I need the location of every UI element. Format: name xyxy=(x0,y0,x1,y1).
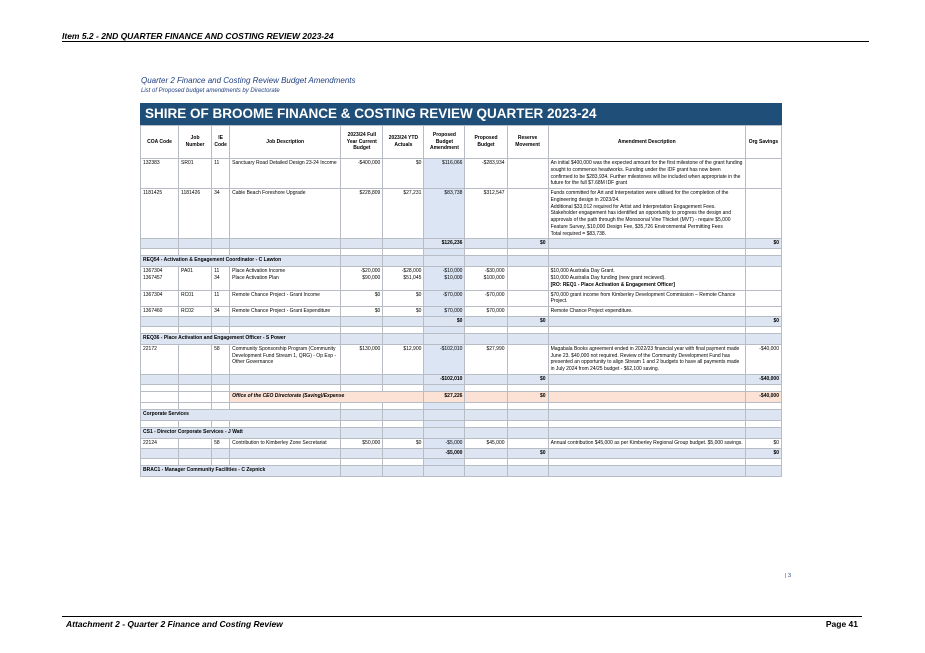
cell-ytd: $27,231 xyxy=(383,189,424,239)
cell-ie: 58 xyxy=(212,344,230,374)
section-title: Quarter 2 Finance and Costing Review Budget Amendments xyxy=(141,76,356,85)
subtotal-reserve: $0 xyxy=(507,316,548,326)
table-row xyxy=(141,307,782,317)
col-amendment-description: Amendment Description xyxy=(548,126,745,159)
cell-ie: 11 xyxy=(212,159,230,189)
document-header: Item 5.2 - 2ND QUARTER FINANCE AND COSTING REVIEW 2023-24 xyxy=(62,31,334,41)
cell-fy: -$20,000 $90,000 xyxy=(341,267,383,290)
cell-job: PA01 xyxy=(179,267,212,290)
section-label: REQ54 - Activation & Engagement Coordinator - C Lawton xyxy=(141,256,341,267)
footer-divider xyxy=(62,616,862,617)
cell-coa: 22172 xyxy=(141,344,179,374)
cell-ytd: $0 xyxy=(383,438,424,448)
cell-reserve xyxy=(507,159,548,189)
subtotal-org: $0 xyxy=(745,448,781,458)
cell-amend-desc: An initial $400,000 was the expected amount for the first milestone of the grant funding sought to commence headworks. Funding under the IDF grant has now been confirmed to be $283,934. Further milestones will be included when appropriate in the future for the full $7.68M IDF grant xyxy=(548,159,745,189)
cell-coa: 132383 xyxy=(141,159,179,189)
cell-proposed: $312,547 xyxy=(465,189,507,239)
cell-desc: Sanctuary Road Detailed Design 23-24 Income xyxy=(230,159,341,189)
subtotal-reserve: $0 xyxy=(507,374,548,384)
section-row xyxy=(141,409,782,420)
cell-proposed: $45,000 xyxy=(465,438,507,448)
footer-page-number: Page 41 xyxy=(825,619,858,629)
cell-reserve xyxy=(507,189,548,239)
cell-amend: -$5,000 xyxy=(424,438,465,448)
cell-amend-desc: Funds committed for Art and Interpretation were utilised for the completion of the Engineering design in 2023/24. Additional $33,012 required for Artist and Interpretation Engagement Fees. Stakeholder engagement has identified an opportunity to progress the design and approvals of the path through the Monsoonal Vine Thicket (MVT) - require $5,000 Feature Survey, $10,000 Design Fee, $35,726 Environmental Permitting Fees Total required = $83,738. xyxy=(548,189,745,239)
cell-amend-desc: Magabala Books agreement ended in 2022/23 financial year with final payment made June 23. $40,000 not required. Review of the Community Development Fund has presented an opportunity to align Stream 1 and 2 budgets to have all payments made in July 2024 from 24/25 budget - $62,100 saving. xyxy=(548,344,745,374)
cell-ytd: $12,900 xyxy=(383,344,424,374)
cell-org xyxy=(745,189,781,239)
directorate-total-amend: $27,226 xyxy=(424,391,465,402)
subtotal-amend: -$5,000 xyxy=(424,448,465,458)
section-label: REQ36 - Place Activation and Engagement Officer - S Power xyxy=(141,333,341,344)
col-ie-code: IE Code xyxy=(212,126,230,159)
cell-amend: $83,738 xyxy=(424,189,465,239)
amend-desc-ref: [RO: REQ1 - Place Activation & Engagement Officer] xyxy=(550,281,675,288)
cell-ytd: $0 xyxy=(383,307,424,317)
table-row xyxy=(141,189,782,239)
cell-desc: Remote Chance Project - Grant Expenditure xyxy=(230,307,341,317)
cell-coa: 1181425 xyxy=(141,189,179,239)
cell-coa: 22124 xyxy=(141,438,179,448)
section-label: CS1 - Director Corporate Services - J Watt xyxy=(141,427,341,438)
amend-desc-text: $10,000 Australia Day Grant. $10,000 Australia Day funding (new grant recieved). xyxy=(550,268,666,281)
cell-proposed: -$283,934 xyxy=(465,159,507,189)
cell-fy: $0 xyxy=(341,307,383,317)
cell-fy: $130,000 xyxy=(341,344,383,374)
footer-attachment-label: Attachment 2 - Quarter 2 Finance and Costing Review xyxy=(66,619,283,629)
subtotal-amend: $0 xyxy=(424,316,465,326)
section-row xyxy=(141,427,782,438)
cell-fy: -$400,000 xyxy=(341,159,383,189)
cell-job: 1181426 xyxy=(179,189,212,239)
subtotal-row xyxy=(141,239,782,249)
cell-desc: Cable Beach Foreshore Upgrade xyxy=(230,189,341,239)
table-header-row xyxy=(141,126,782,159)
subtotal-amend: $126,236 xyxy=(424,239,465,249)
cell-coa: 1367304 xyxy=(141,290,179,307)
subtotal-org: $0 xyxy=(745,239,781,249)
table-row xyxy=(141,344,782,374)
cell-job: RC02 xyxy=(179,307,212,317)
cell-fy: $0 xyxy=(341,290,383,307)
cell-job: SR01 xyxy=(179,159,212,189)
cell-ie: 11 34 xyxy=(212,267,230,290)
subtotal-row xyxy=(141,448,782,458)
directorate-total-org: -$40,000 xyxy=(745,391,781,402)
section-subtitle: List of Proposed budget amendments by Directorate xyxy=(141,88,280,94)
cell-job: RC01 xyxy=(179,290,212,307)
col-full-year-budget: 2023/24 Full Year Current Budget xyxy=(341,126,383,159)
cell-ie: 34 xyxy=(212,307,230,317)
section-row xyxy=(141,256,782,267)
col-job-description: Job Description xyxy=(230,126,341,159)
cell-ie: 11 xyxy=(212,290,230,307)
table-row xyxy=(141,159,782,189)
section-row xyxy=(141,333,782,344)
cell-amend: -$10,000 $10,000 xyxy=(424,267,465,290)
cell-fy: $50,000 xyxy=(341,438,383,448)
table-row xyxy=(141,267,782,290)
cell-org: $0 xyxy=(745,438,781,448)
subtotal-amend: -$102,010 xyxy=(424,374,465,384)
cell-amend: -$102,010 xyxy=(424,344,465,374)
cell-amend-desc xyxy=(548,267,745,290)
cell-desc: Community Sponsorship Program (Community Development Fund Stream 1, QRG) - Op Exp - Other Governance xyxy=(230,344,341,374)
table-row xyxy=(141,290,782,307)
review-banner: SHIRE OF BROOME FINANCE & COSTING REVIEW QUARTER 2023-24 xyxy=(140,103,782,125)
cell-amend: $70,000 xyxy=(424,307,465,317)
budget-amendments-table xyxy=(140,125,782,477)
cell-amend-desc: Remote Chance Project expenditure. xyxy=(548,307,745,317)
cell-amend-desc: Annual contribution $45,000 as per Kimberley Regional Group budget. $5,000 savings. xyxy=(548,438,745,448)
cell-proposed: -$70,000 xyxy=(465,290,507,307)
directorate-total-row xyxy=(141,391,782,402)
page-marker: | 3 xyxy=(785,573,792,579)
col-coa-code: COA Code xyxy=(141,126,179,159)
cell-ie: 34 xyxy=(212,189,230,239)
cell-ytd: -$28,000 $51,045 xyxy=(383,267,424,290)
subtotal-reserve: $0 xyxy=(507,448,548,458)
col-proposed-budget: Proposed Budget xyxy=(465,126,507,159)
cell-org xyxy=(745,159,781,189)
header-divider xyxy=(62,41,869,42)
col-org-savings: Org Savings xyxy=(745,126,781,159)
cell-job xyxy=(179,344,212,374)
cell-coa: 1367304 1367457 xyxy=(141,267,179,290)
col-job-number: Job Number xyxy=(179,126,212,159)
cell-proposed: -$30,000 $100,000 xyxy=(465,267,507,290)
cell-ytd: $0 xyxy=(383,159,424,189)
table-row xyxy=(141,438,782,448)
cell-amend-desc: $70,000 grant income from Kimberley Development Commission – Remote Chance Project. xyxy=(548,290,745,307)
cell-proposed: $70,000 xyxy=(465,307,507,317)
cell-coa: 1367460 xyxy=(141,307,179,317)
subtotal-row xyxy=(141,374,782,384)
col-budget-amendment: Proposed Budget Amendment xyxy=(424,126,465,159)
section-label: BRAC1 - Manager Community Facilities - C Zepnick xyxy=(141,465,341,476)
cell-proposed: $27,990 xyxy=(465,344,507,374)
cell-desc: Place Activation Income Place Activation Plan xyxy=(230,267,341,290)
subtotal-org: $0 xyxy=(745,316,781,326)
col-reserve-movement: Reserve Movement xyxy=(507,126,548,159)
cell-org: -$40,000 xyxy=(745,344,781,374)
subtotal-row xyxy=(141,316,782,326)
cell-fy: $228,809 xyxy=(341,189,383,239)
section-row xyxy=(141,465,782,476)
subtotal-org: -$40,000 xyxy=(745,374,781,384)
cell-desc: Remote Chance Project - Grant Income xyxy=(230,290,341,307)
subtotal-reserve: $0 xyxy=(507,239,548,249)
directorate-total-label: Office of the CEO Directorate (Saving)/Expense xyxy=(230,391,424,402)
cell-job xyxy=(179,438,212,448)
cell-ie: 58 xyxy=(212,438,230,448)
cell-ytd: $0 xyxy=(383,290,424,307)
section-label: Corporate Services xyxy=(141,409,341,420)
cell-amend: -$70,000 xyxy=(424,290,465,307)
cell-desc: Contribution to Kimberley Zone Secretariat xyxy=(230,438,341,448)
col-ytd-actuals: 2023/24 YTD Actuals xyxy=(383,126,424,159)
directorate-total-reserve: $0 xyxy=(507,391,548,402)
cell-amend: $116,066 xyxy=(424,159,465,189)
